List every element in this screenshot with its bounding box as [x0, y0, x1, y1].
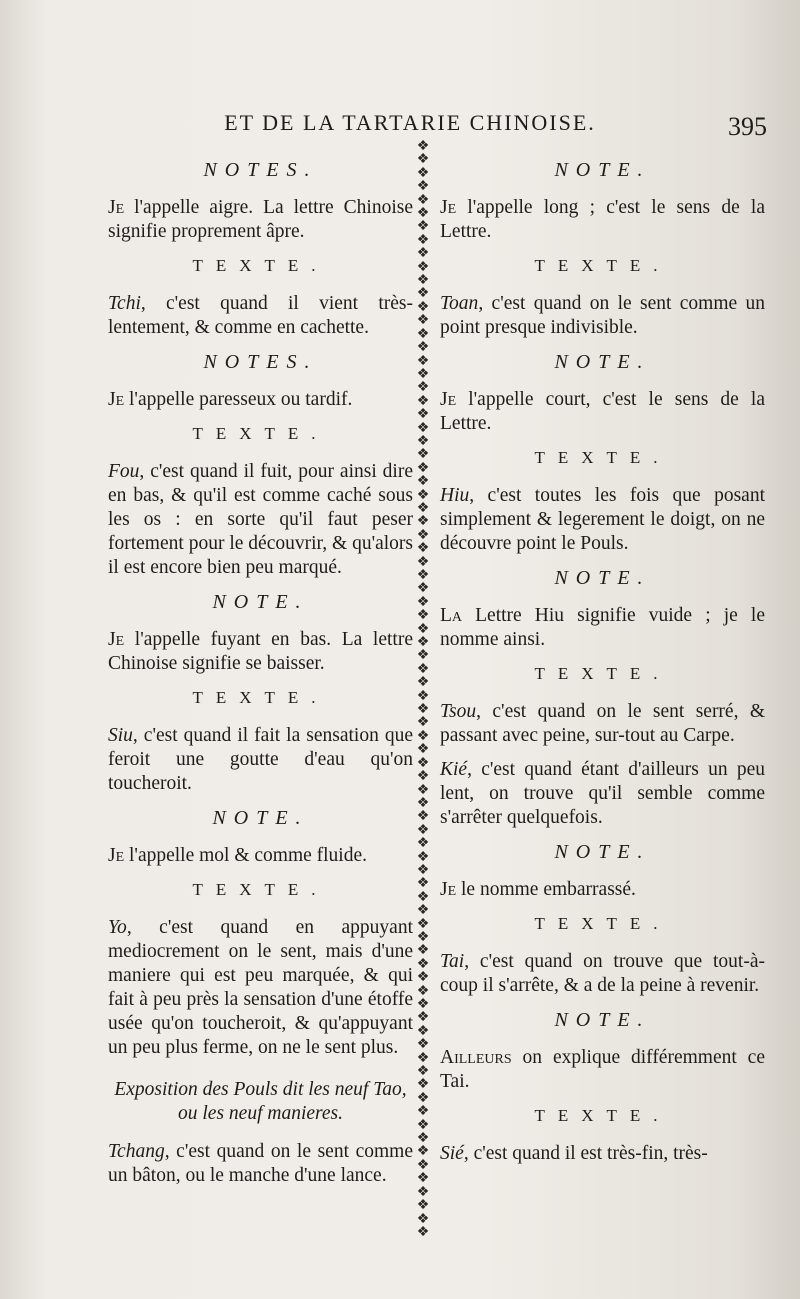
paragraph-text: , c'est quand on le sent comme un bâton, ou le manche d'une lance.: [108, 1141, 413, 1186]
paragraph-text: , c'est quand il est très-fin, très-: [463, 1143, 708, 1164]
ornament-icon: ❖: [416, 714, 430, 731]
paragraph: [440, 758, 765, 830]
paragraph: [108, 628, 413, 676]
ornament-icon: ❖: [416, 1210, 430, 1227]
ornamental-column-rule: [414, 140, 432, 1240]
ornament-icon: ❖: [416, 285, 430, 302]
paragraph: [108, 196, 413, 244]
ornament-icon: ❖: [416, 580, 430, 597]
ornament-icon: ❖: [416, 553, 430, 570]
ornament-icon: ❖: [416, 593, 430, 610]
ornament-icon: ❖: [416, 406, 430, 423]
ornament-icon: ❖: [416, 794, 430, 811]
texte-heading: TEXTE.: [534, 448, 671, 467]
ornament-icon: ❖: [416, 982, 430, 999]
ornament-icon: ❖: [416, 647, 430, 664]
ornament-icon: ❖: [416, 1116, 430, 1133]
pulse-term: Tsou: [440, 701, 477, 722]
paragraph-lead-word: Je: [108, 845, 125, 866]
left-column: [108, 148, 413, 1198]
ornament-icon: ❖: [416, 312, 430, 329]
texte-heading: TEXTE.: [534, 1106, 671, 1125]
pulse-term: Toan: [440, 293, 479, 314]
paragraph-lead-word: Je: [440, 879, 457, 900]
paragraph-text: , c'est quand il fuit, pour ainsi dire en bas, & qu'il est comme caché sous les os : en sorte qu'il faut peser fortement pour le découvrir, & qu'alors il est encore bien peu marqué.: [108, 461, 413, 578]
ornament-icon: ❖: [416, 258, 430, 275]
pulse-term: Hiu: [440, 485, 470, 506]
ornament-icon: ❖: [416, 969, 430, 986]
texte-heading: TEXTE.: [192, 880, 329, 899]
ornament-icon: ❖: [416, 781, 430, 798]
ornament-icon: ❖: [416, 365, 430, 382]
ornament-icon: ❖: [416, 325, 430, 342]
ornament-icon: ❖: [416, 151, 430, 168]
paragraph: [440, 950, 765, 998]
ornament-icon: ❖: [416, 339, 430, 356]
paragraph: [440, 196, 765, 244]
paragraph-text: l'appelle court, c'est le sens de la Lettre.: [440, 389, 765, 434]
ornament-icon: ❖: [416, 687, 430, 704]
ornament-icon: ❖: [416, 486, 430, 503]
running-header: ET DE LA TARTARIE CHINOISE.: [224, 110, 596, 135]
ornament-icon: ❖: [416, 607, 430, 624]
ornament-icon: ❖: [416, 540, 430, 557]
texte-heading: TEXTE.: [192, 256, 329, 275]
ornament-icon: ❖: [416, 996, 430, 1012]
paragraph: [108, 724, 413, 796]
pulse-term: Sié: [440, 1143, 464, 1164]
paragraph: [440, 292, 765, 340]
paragraph: [108, 292, 413, 340]
note-heading: NOTE.: [554, 159, 651, 181]
pulse-term: Yo: [108, 917, 127, 938]
section-title: Exposition des Pouls dit les neuf Tao, ou les neuf manieres.: [114, 1079, 407, 1124]
paragraph-text: , c'est quand en appuyant mediocrement on le sent, mais d'une maniere qui est peu marquée, & qui fait à peu près la sensation d'une étoffe usée qu'on toucheroit, & qu'appuyant un peu plus ferme, on ne le sent plus.: [108, 917, 413, 1058]
note-heading: NOTE.: [554, 1009, 651, 1031]
paragraph: [108, 460, 413, 580]
note-heading: NOTE.: [554, 841, 651, 863]
ornament-icon: ❖: [416, 634, 430, 651]
ornament-icon: ❖: [416, 1183, 430, 1200]
ornament-icon: ❖: [416, 1063, 430, 1080]
ornament-icon: ❖: [416, 741, 430, 758]
paragraph-text: l'appelle aigre. La lettre Chinoise signifie proprement âpre.: [108, 197, 413, 242]
paragraph-lead-word: Ailleurs: [440, 1047, 512, 1068]
ornament-icon: ❖: [416, 446, 430, 463]
note-heading: NOTE.: [554, 351, 651, 373]
ornament-icon: ❖: [416, 352, 430, 369]
ornament-icon: ❖: [416, 459, 430, 476]
ornament-icon: ❖: [416, 1022, 430, 1039]
ornament-icon: ❖: [416, 245, 430, 262]
ornament-icon: ❖: [416, 875, 430, 892]
note-heading: NOTES.: [203, 159, 318, 181]
ornament-icon: ❖: [416, 499, 430, 516]
ornament-icon: ❖: [416, 432, 430, 449]
paragraph-lead-word: Je: [108, 389, 125, 410]
texte-heading: TEXTE.: [534, 914, 671, 933]
paragraph: [440, 388, 765, 436]
ornament-icon: ❖: [416, 526, 430, 543]
ornament-icon: ❖: [416, 942, 430, 959]
paragraph: [440, 1046, 765, 1094]
ornament-icon: ❖: [416, 902, 430, 919]
ornament-icon: ❖: [416, 727, 430, 744]
ornament-icon: ❖: [416, 178, 430, 195]
paragraph: [440, 1142, 765, 1166]
ornament-icon: ❖: [416, 205, 430, 222]
paragraph: [440, 484, 765, 556]
paragraph: [440, 604, 765, 652]
ornament-icon: ❖: [416, 140, 430, 154]
ornament-icon: ❖: [416, 674, 430, 691]
ornament-icon: ❖: [416, 164, 430, 181]
note-heading: NOTES.: [203, 351, 318, 373]
paragraph-lead-word: Je: [440, 389, 457, 410]
ornament-icon: ❖: [416, 754, 430, 771]
ornament-icon: ❖: [416, 808, 430, 825]
ornament-icon: ❖: [416, 218, 430, 235]
paragraph: [108, 388, 413, 412]
paragraph-text: , c'est quand il fait la sensation que feroit une goutte d'eau qu'on toucheroit.: [108, 725, 413, 794]
paragraph-text: , c'est quand étant d'ailleurs un peu lent, on trouve qu'il semble comme s'arrêter quelquefois.: [440, 759, 765, 828]
ornament-icon: ❖: [416, 1130, 430, 1147]
paragraph: [440, 700, 765, 748]
note-heading: NOTE.: [212, 591, 309, 613]
ornament-icon: ❖: [416, 848, 430, 865]
paragraph-lead-word: La: [440, 605, 463, 626]
ornament-icon: ❖: [416, 567, 430, 583]
ornament-icon: ❖: [416, 701, 430, 718]
paragraph-lead-word: Je: [108, 197, 125, 218]
ornament-icon: ❖: [416, 915, 430, 932]
ornament-icon: ❖: [416, 1143, 430, 1160]
ornament-icon: ❖: [416, 1076, 430, 1093]
ornament-icon: ❖: [416, 1223, 430, 1240]
ornament-icon: ❖: [416, 191, 430, 208]
paragraph-text: l'appelle mol & comme fluide.: [124, 845, 368, 866]
ornament-icon: ❖: [416, 768, 430, 785]
note-heading: NOTE.: [554, 567, 651, 589]
paragraph: [108, 1140, 413, 1188]
paragraph: [440, 878, 765, 902]
ornament-icon: ❖: [416, 272, 430, 289]
right-column: [440, 148, 765, 1176]
pulse-term: Tchi: [108, 293, 141, 314]
ornament-icon: ❖: [416, 419, 430, 436]
paragraph: [108, 844, 413, 868]
texte-heading: TEXTE.: [534, 256, 671, 275]
paragraph-text: le nomme embarrassé.: [456, 879, 636, 900]
ornament-icon: ❖: [416, 888, 430, 905]
paragraph-text: , c'est quand on le sent comme un point presque indivisible.: [440, 293, 765, 338]
ornament-icon: ❖: [416, 928, 430, 945]
ornament-icon: ❖: [416, 1197, 430, 1214]
ornament-icon: ❖: [416, 821, 430, 838]
ornament-icon: ❖: [416, 1036, 430, 1053]
paragraph-text: , c'est toutes les fois que posant simplement & legerement le doigt, on ne découvre point le Pouls.: [440, 485, 765, 554]
page-number: 395: [728, 112, 767, 141]
pulse-term: Tai: [440, 951, 465, 972]
ornament-icon: ❖: [416, 392, 430, 409]
ornament-icon: ❖: [416, 513, 430, 530]
ornament-icon: ❖: [416, 861, 430, 878]
paragraph-text: , c'est quand on le sent serré, & passant avec peine, sur-tout au Carpe.: [440, 701, 765, 746]
ornament-icon: ❖: [416, 231, 430, 248]
texte-heading: TEXTE.: [192, 424, 329, 443]
ornament-icon: ❖: [416, 298, 430, 315]
paragraph-text: Lettre Hiu signifie vuide ; je le nomme ainsi.: [440, 605, 765, 650]
ornament-icon: ❖: [416, 1156, 430, 1173]
ornament-icon: ❖: [416, 1009, 430, 1026]
paragraph-text: on explique différemment ce Tai.: [440, 1047, 765, 1092]
ornament-icon: ❖: [416, 955, 430, 972]
texte-heading: TEXTE.: [192, 688, 329, 707]
pulse-term: Kié: [440, 759, 468, 780]
pulse-term: Tchang: [108, 1141, 165, 1162]
ornament-icon: ❖: [416, 660, 430, 677]
ornament-icon: ❖: [416, 620, 430, 637]
ornament-icon: ❖: [416, 1170, 430, 1187]
ornament-icon: ❖: [416, 1103, 430, 1120]
pulse-term: Fou: [108, 461, 140, 482]
ornament-icon: ❖: [416, 379, 430, 396]
paragraph-text: l'appelle long ; c'est le sens de la Lettre.: [440, 197, 765, 242]
paragraph-lead-word: Je: [440, 197, 457, 218]
paragraph-lead-word: Je: [108, 629, 125, 650]
paragraph-text: l'appelle fuyant en bas. La lettre Chinoise signifie se baisser.: [108, 629, 413, 674]
note-heading: NOTE.: [212, 807, 309, 829]
paragraph-text: , c'est quand il vient très-lentement, & comme en cachette.: [108, 293, 413, 338]
paragraph-text: l'appelle paresseux ou tardif.: [124, 389, 353, 410]
pulse-term: Siu: [108, 725, 133, 746]
ornament-icon: ❖: [416, 1049, 430, 1066]
paragraph: [108, 916, 413, 1060]
paragraph-text: , c'est quand on trouve que tout-à-coup il s'arrête, & a de la peine à revenir.: [440, 951, 765, 996]
texte-heading: TEXTE.: [534, 664, 671, 683]
ornament-icon: ❖: [416, 473, 430, 490]
ornament-icon: ❖: [416, 835, 430, 852]
ornament-icon: ❖: [416, 1089, 430, 1106]
